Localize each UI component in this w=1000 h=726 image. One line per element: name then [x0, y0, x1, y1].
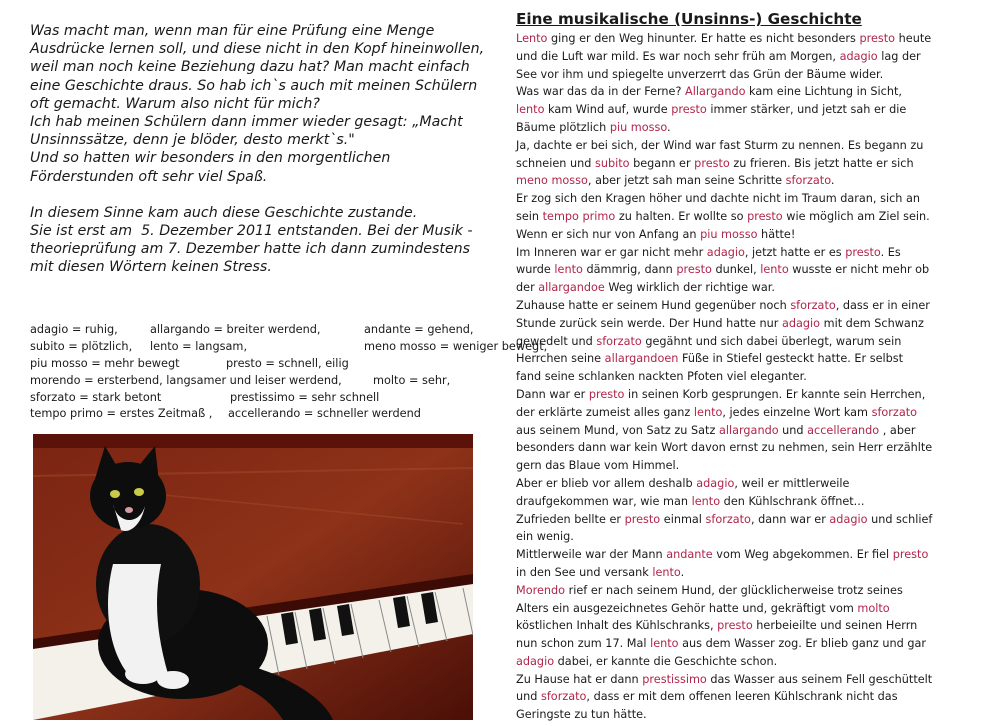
music-term: sforzato: [785, 174, 831, 188]
music-term: allargandoe: [538, 281, 605, 295]
story-text-segment: der: [516, 281, 539, 295]
story-text: [516, 30, 991, 724]
story-text-segment: gern das Blaue vom Himmel.: [516, 459, 680, 473]
story-title: Eine musikalische (Unsinns-) Geschichte: [516, 10, 862, 28]
vocab-entry: subito = plötzlich,: [30, 339, 133, 353]
story-line: [516, 101, 991, 119]
music-term: presto: [845, 245, 881, 259]
story-text-segment: Er zog sich den Kragen höher und dachte nicht im Traum daran, sich an: [516, 192, 920, 206]
intro-line: mit diesen Wörtern keinen Stress.: [30, 259, 272, 276]
vocab-entry: morendo = ersterbend, langsamer und leiser werdend,: [30, 373, 342, 387]
story-line: [516, 368, 991, 386]
intro-paragraph-2: [30, 204, 495, 277]
story-line: [516, 244, 991, 262]
story-text-segment: köstlichen Inhalt des Kühlschranks,: [516, 619, 718, 633]
story-text-segment: aus dem Wasser zog. Er blieb ganz und gar: [678, 637, 927, 651]
music-term: lento: [691, 494, 721, 508]
music-term: lento: [650, 637, 679, 651]
music-term: subito: [594, 156, 630, 170]
story-text-segment: rief er nach seinem Hund, der glücklicherweise trotz seines: [565, 583, 903, 597]
story-line: [516, 172, 991, 190]
music-term: presto: [671, 103, 707, 117]
story-line: [516, 475, 991, 493]
story-text-segment: herbeieilte und seinen Herrn: [752, 619, 918, 633]
music-term: adagio: [696, 476, 735, 490]
story-text-segment: Herrchen seine: [516, 352, 605, 366]
story-line: [516, 119, 991, 137]
music-term: Allargando: [685, 85, 746, 99]
story-line: [516, 226, 991, 244]
story-text-segment: aus seinem Mund, von Satz zu Satz: [516, 423, 719, 437]
story-line: [516, 279, 991, 297]
intro-line: Förderstunden oft sehr viel Spaß.: [30, 168, 268, 185]
story-text-segment: gegähnt und sich dabei überlegt, warum sein: [641, 334, 902, 348]
story-line: [516, 582, 991, 600]
intro-line: weil man noch keine Beziehung dazu hat? Man macht einfach: [30, 59, 470, 76]
story-text-segment: vom Weg abgekommen. Er fiel: [712, 548, 893, 562]
story-text-segment: Aber er blieb vor allem deshalb: [516, 476, 697, 490]
story-text-segment: den Kühlschrank öffnet...: [720, 494, 865, 508]
music-term: lento: [693, 405, 723, 419]
story-line: [516, 511, 991, 529]
story-text-segment: und die Luft war mild. Es war noch sehr früh am Morgen,: [516, 49, 840, 63]
music-term: presto: [588, 387, 625, 401]
story-line: [516, 617, 991, 635]
music-term: accellerando: [807, 423, 880, 437]
story-line: [516, 671, 991, 689]
story-text-segment: , aber: [879, 423, 916, 437]
story-line: [516, 208, 991, 226]
story-text-segment: wusste er nicht mehr ob: [788, 263, 930, 277]
story-text-segment: See vor ihm und spiegelte unverzerrt das Grün der Bäume wider.: [516, 67, 884, 81]
story-line: [516, 66, 991, 84]
music-term: andante: [666, 548, 713, 562]
music-term: adagio: [516, 654, 555, 668]
intro-line: theorieprüfung am 7. Dezember hatte ich dann zumindestens: [30, 241, 471, 258]
music-term: sforzato: [790, 298, 836, 312]
story-text-segment: in den See und versank: [516, 565, 653, 579]
story-text-segment: fand seine schlanken nackten Pfoten viel eleganter.: [516, 370, 807, 384]
story-text-segment: , aber jetzt sah man seine Schritte: [587, 174, 786, 188]
story-line: [516, 30, 991, 48]
vocab-entry: lento = langsam,: [150, 339, 248, 353]
story-text-segment: ein wenig.: [516, 530, 574, 544]
story-text-segment: einmal: [660, 512, 706, 526]
music-term: adagio: [839, 49, 878, 63]
music-term: allargandoen: [604, 352, 679, 366]
vocab-entry: piu mosso = mehr bewegt: [30, 356, 180, 370]
vocab-entry: accellerando = schneller werdend: [228, 407, 421, 421]
intro-text: [30, 22, 495, 277]
story-text-segment: hätte!: [757, 227, 796, 241]
story-text-segment: Was war das da in der Ferne?: [516, 85, 686, 99]
vocab-entry: adagio = ruhig,: [30, 323, 118, 336]
story-line: [516, 297, 991, 315]
story-text-segment: kam Wind auf, wurde: [544, 103, 672, 117]
story-text-segment: dämmrig, dann: [582, 263, 677, 277]
story-text-segment: besonders dann war kein Wort davon ernst zu nehmen, sein Herr erzählte: [516, 441, 933, 455]
intro-line: oft gemacht. Warum also nicht für mich?: [30, 95, 320, 112]
music-term: lento: [516, 103, 545, 117]
cat-on-piano-photo: [33, 434, 473, 720]
story-text-segment: und: [778, 423, 808, 437]
story-text-segment: .: [680, 565, 685, 579]
vocab-row: [30, 390, 500, 407]
story-line: [516, 350, 991, 368]
intro-line: Ausdrücke lernen soll, und diese nicht in den Kopf hineinwollen,: [30, 41, 485, 58]
music-term: molto: [857, 601, 890, 615]
story-text-segment: nun schon zum 17. Mal: [516, 637, 651, 651]
music-term: adagio: [706, 245, 745, 259]
story-line: [516, 564, 991, 582]
story-text-segment: wie möglich am Ziel sein.: [782, 209, 930, 223]
cat-piano-illustration: [33, 434, 473, 720]
music-term: piu mosso: [700, 227, 758, 241]
story-line: [516, 137, 991, 155]
story-text-segment: , jedes einzelne Wort kam: [722, 405, 872, 419]
story-line: [516, 439, 991, 457]
story-text-segment: mit dem Schwanz: [820, 316, 924, 330]
story-text-segment: .: [830, 174, 835, 188]
music-term: lento: [760, 263, 789, 277]
story-line: [516, 83, 991, 101]
story-text-segment: und schlief: [867, 512, 933, 526]
story-line: [516, 386, 991, 404]
music-term: adagio: [829, 512, 868, 526]
story-line: [516, 457, 991, 475]
story-line: [516, 706, 991, 724]
story-text-segment: das Wasser aus seinem Fell geschüttelt: [706, 672, 933, 686]
story-text-segment: draufgekommen war, wie man: [516, 494, 692, 508]
music-term: sforzato: [705, 512, 751, 526]
vocab-entry: tempo primo = erstes Zeitmaß ,: [30, 407, 213, 421]
story-text-segment: kam eine Lichtung in Sicht,: [745, 85, 902, 99]
story-text-segment: Füße in Stiefel gesteckt hatte. Er selbst: [678, 352, 904, 366]
intro-line: Sie ist erst am 5. Dezember 2011 entstanden. Bei der Musik -: [30, 223, 473, 240]
music-term: meno mosso: [516, 174, 588, 188]
vocab-row: [30, 356, 500, 373]
music-term: tempo primo: [542, 209, 616, 223]
music-term: piu mosso: [609, 120, 668, 134]
story-text-segment: sein: [516, 209, 543, 223]
vocab-entry: presto = schnell, eilig: [226, 356, 349, 370]
story-text-segment: Wenn er sich nur von Anfang an: [516, 227, 701, 241]
story-text-segment: Mittlerweile war der Mann: [516, 548, 667, 562]
story-text-segment: dunkel,: [711, 263, 761, 277]
story-line: [516, 688, 991, 706]
story-text-segment: wurde: [516, 263, 555, 277]
story-text-segment: und: [516, 690, 541, 704]
story-line: [516, 635, 991, 653]
story-text-segment: , dass er in einer: [835, 298, 930, 312]
story-line: [516, 48, 991, 66]
story-line: [516, 546, 991, 564]
music-term: presto: [892, 548, 929, 562]
story-line: [516, 493, 991, 511]
story-text-segment: begann er: [629, 156, 695, 170]
music-term: presto: [747, 209, 783, 223]
intro-line: eine Geschichte draus. So hab ich`s auch mit meinen Schülern: [30, 77, 478, 94]
vocab-entry: allargando = breiter werdend,: [150, 323, 321, 336]
story-line: [516, 333, 991, 351]
story-text-segment: Im Inneren war er gar nicht mehr: [516, 245, 707, 259]
story-text-segment: Geringste zu tun hätte.: [516, 708, 647, 722]
story-text-segment: Weg wirklich der richtige war.: [604, 281, 775, 295]
story-line: [516, 600, 991, 618]
intro-line: Unsinnssätze, denn je blöder, desto merkt`s.": [30, 132, 355, 149]
story-text-segment: schneien und: [516, 156, 595, 170]
music-term: adagio: [781, 316, 821, 330]
intro-line: In diesem Sinne kam auch diese Geschichte zustande.: [30, 204, 418, 221]
story-text-segment: heute: [895, 32, 932, 45]
vocab-row: [30, 322, 500, 339]
story-text-segment: , jetzt hatte er es: [744, 245, 846, 259]
music-term: presto: [859, 32, 896, 45]
story-text-segment: Zuhause hatte er seinem Hund gegenüber noch: [516, 298, 791, 312]
vocabulary-list: [30, 322, 548, 423]
music-term: sforzato: [871, 405, 918, 419]
story-text-segment: immer stärker, und jetzt sah er die: [706, 103, 907, 117]
story-line: [516, 155, 991, 173]
vocab-row: [30, 373, 500, 390]
music-term: sforzato: [596, 334, 642, 348]
story-text-segment: Dann war er: [516, 387, 589, 401]
vocab-entry: meno mosso = weniger bewegt,: [364, 339, 548, 353]
story-text-segment: zu frieren. Bis jetzt hatte er sich: [729, 156, 914, 170]
story-line: [516, 315, 991, 333]
story-line: [516, 422, 991, 440]
vocab-row: [30, 406, 500, 423]
story-text-segment: ging er den Weg hinunter. Er hatte es nicht besonders: [547, 32, 860, 45]
music-term: Lento: [516, 32, 548, 45]
intro-line: Was macht man, wenn man für eine Prüfung eine Menge: [30, 23, 435, 39]
story-text-segment: zu halten. Er wollte so: [615, 209, 748, 223]
story-line: [516, 404, 991, 422]
vocab-entry: andante = gehend,: [364, 323, 474, 336]
music-term: allargando: [718, 423, 779, 437]
story-text-segment: Alters ein ausgezeichnetes Gehör hatte und, gekräftigt vom: [516, 601, 858, 615]
story-text-segment: Ja, dachte er bei sich, der Wind war fast Sturm zu nennen. Es begann zu: [516, 138, 924, 152]
story-text-segment: dabei, er kannte die Geschichte schon.: [554, 654, 778, 668]
story-text-segment: der erklärte zumeist alles ganz: [516, 405, 694, 419]
music-term: presto: [676, 263, 712, 277]
music-term: presto: [694, 156, 730, 170]
story-text-segment: , dann war er: [750, 512, 830, 526]
story-text-segment: Zufrieden bellte er: [516, 512, 625, 526]
music-term: lento: [652, 565, 681, 579]
story-text-segment: .: [667, 120, 671, 134]
vocab-entry: molto = sehr,: [373, 373, 451, 387]
story-text-segment: Zu Hause hat er dann: [516, 672, 643, 686]
story-column: [516, 10, 991, 724]
vocab-entry: prestissimo = sehr schnell: [230, 390, 380, 404]
story-text-segment: Stunde zurück sein werde. Der Hund hatte nur: [516, 316, 782, 330]
story-text-segment: Bäume plötzlich: [516, 120, 610, 134]
story-text-segment: gewedelt und: [516, 334, 597, 348]
story-line: [516, 261, 991, 279]
vocab-entry: sforzato = stark betont: [30, 390, 162, 404]
music-term: presto: [717, 619, 753, 633]
story-line: [516, 653, 991, 671]
music-term: Morendo: [516, 583, 566, 597]
vocab-row: [30, 339, 548, 356]
story-text-segment: lag der: [877, 49, 921, 63]
story-line: [516, 528, 991, 546]
story-line: [516, 190, 991, 208]
story-text-segment: , weil er mittlerweile: [734, 476, 850, 490]
story-text-segment: , dass er mit dem offenen leeren Kühlschrank nicht das: [586, 690, 898, 704]
music-term: lento: [554, 263, 583, 277]
story-text-segment: in seinen Korb gesprungen. Er kannte sein Herrchen,: [624, 387, 926, 401]
music-term: prestissimo: [642, 672, 707, 686]
story-text-segment: . Es: [880, 245, 901, 259]
music-term: presto: [624, 512, 661, 526]
intro-paragraph-1: [30, 22, 495, 186]
intro-line: Ich hab meinen Schülern dann immer wieder gesagt: „Macht: [30, 114, 463, 131]
music-term: sforzato: [540, 690, 587, 704]
intro-line: Und so hatten wir besonders in den morgentlichen: [30, 150, 391, 167]
